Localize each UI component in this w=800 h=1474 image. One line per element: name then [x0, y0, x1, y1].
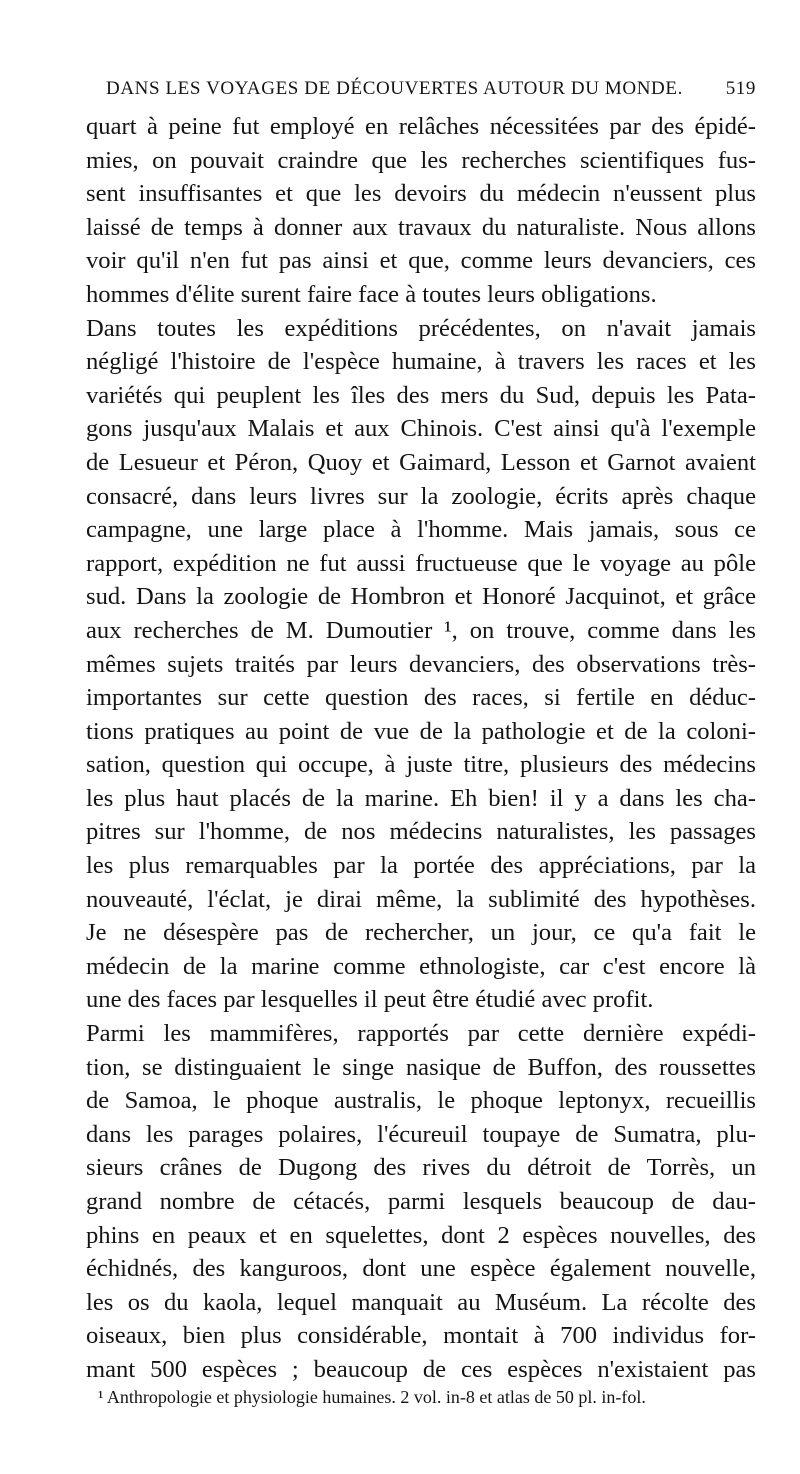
- text-line: sud. Dans la zoologie de Hombron et Honoré Jacquinot, et grâce: [86, 583, 756, 611]
- text-line: grand nombre de cétacés, parmi lesquels beaucoup de dau-: [86, 1188, 756, 1215]
- text-line: oiseaux, bien plus considérable, montait à 700 individus for-: [86, 1322, 756, 1350]
- footnote: ¹ Anthropologie et physiologie humaines. 2 vol. in-8 et atlas de 50 pl. in-fol.: [98, 1387, 646, 1407]
- text-line: sieurs crânes de Dugong des rives du détroit de Torrès, un: [86, 1154, 756, 1182]
- book-page: [86, 72, 756, 1387]
- text-line: mêmes sujets traités par leurs devanciers, des observations très-: [86, 650, 756, 678]
- running-header: [86, 72, 756, 110]
- text-line: les plus remarquables par la portée des appréciations, par la: [86, 852, 756, 880]
- text-line: mant 500 espèces ; beaucoup de ces espèces n'existaient pas: [86, 1355, 756, 1383]
- text-line: échidnés, des kanguroos, dont une espèce également nouvelle,: [86, 1255, 756, 1283]
- text-line: phins en peaux et en squelettes, dont 2 espèces nouvelles, des: [86, 1221, 756, 1249]
- text-line: hommes d'élite surent faire face à toutes leurs obligations.: [86, 280, 657, 308]
- text-line: Parmi les mammifères, rapportés par cette dernière expédi-: [86, 1020, 756, 1048]
- text-line: nouveauté, l'éclat, je dirai même, la sublimité des hypothèses.: [86, 885, 756, 913]
- text-line: laissé de temps à donner aux travaux du naturaliste. Nous allons: [86, 213, 756, 241]
- body-text: [86, 110, 756, 1387]
- text-line: de Samoa, le phoque australis, le phoque leptonyx, recueillis: [86, 1087, 756, 1115]
- text-line: dans les parages polaires, l'écureuil toupaye de Sumatra, plu-: [86, 1120, 756, 1148]
- text-line: rapport, expédition ne fut aussi fructueuse que le voyage au pôle: [86, 549, 756, 577]
- page-number: 519: [725, 78, 756, 99]
- text-line: une des faces par lesquelles il peut être étudié avec profit.: [86, 986, 654, 1014]
- text-line: mies, on pouvait craindre que les recherches scientifiques fus-: [86, 146, 756, 174]
- text-line: aux recherches de M. Dumoutier ¹, on trouve, comme dans les: [86, 616, 756, 644]
- text-line: tion, se distinguaient le singe nasique de Buffon, des roussettes: [86, 1053, 756, 1081]
- text-line: Je ne désespère pas de rechercher, un jour, ce qu'a fait le: [86, 919, 756, 947]
- text-line: voir qu'il n'en fut pas ainsi et que, comme leurs devanciers, ces: [86, 247, 756, 275]
- text-line: les os du kaola, lequel manquait au Muséum. La récolte des: [86, 1288, 756, 1316]
- text-line: gons jusqu'aux Malais et aux Chinois. C'est ainsi qu'à l'exemple: [86, 415, 756, 443]
- text-line: les plus haut placés de la marine. Eh bien! il y a dans les cha-: [86, 784, 756, 812]
- text-line: pitres sur l'homme, de nos médecins naturalistes, les passages: [86, 818, 756, 846]
- text-line: sation, question qui occupe, à juste titre, plusieurs des médecins: [86, 751, 756, 779]
- text-line: importantes sur cette question des races, si fertile en déduc-: [86, 684, 756, 712]
- text-line: négligé l'histoire de l'espèce humaine, à travers les races et les: [86, 348, 756, 376]
- text-line: variétés qui peuplent les îles des mers du Sud, depuis les Pata-: [86, 381, 756, 409]
- text-line: médecin de la marine comme ethnologiste, car c'est encore là: [86, 952, 756, 980]
- text-line: consacré, dans leurs livres sur la zoologie, écrits après chaque: [86, 482, 756, 510]
- text-line: de Lesueur et Péron, Quoy et Gaimard, Lesson et Garnot avaient: [86, 448, 756, 476]
- text-line: tions pratiques au point de vue de la pathologie et de la coloni-: [86, 717, 756, 745]
- running-title: DANS LES VOYAGES DE DÉCOUVERTES AUTOUR DU MONDE.: [106, 78, 683, 99]
- text-line: Dans toutes les expéditions précédentes, on n'avait jamais: [86, 314, 756, 342]
- text-line: sent insuffisantes et que les devoirs du médecin n'eussent plus: [86, 180, 756, 208]
- text-line: quart à peine fut employé en relâches nécessitées par des épidé-: [86, 113, 756, 140]
- text-line: campagne, une large place à l'homme. Mais jamais, sous ce: [86, 516, 756, 544]
